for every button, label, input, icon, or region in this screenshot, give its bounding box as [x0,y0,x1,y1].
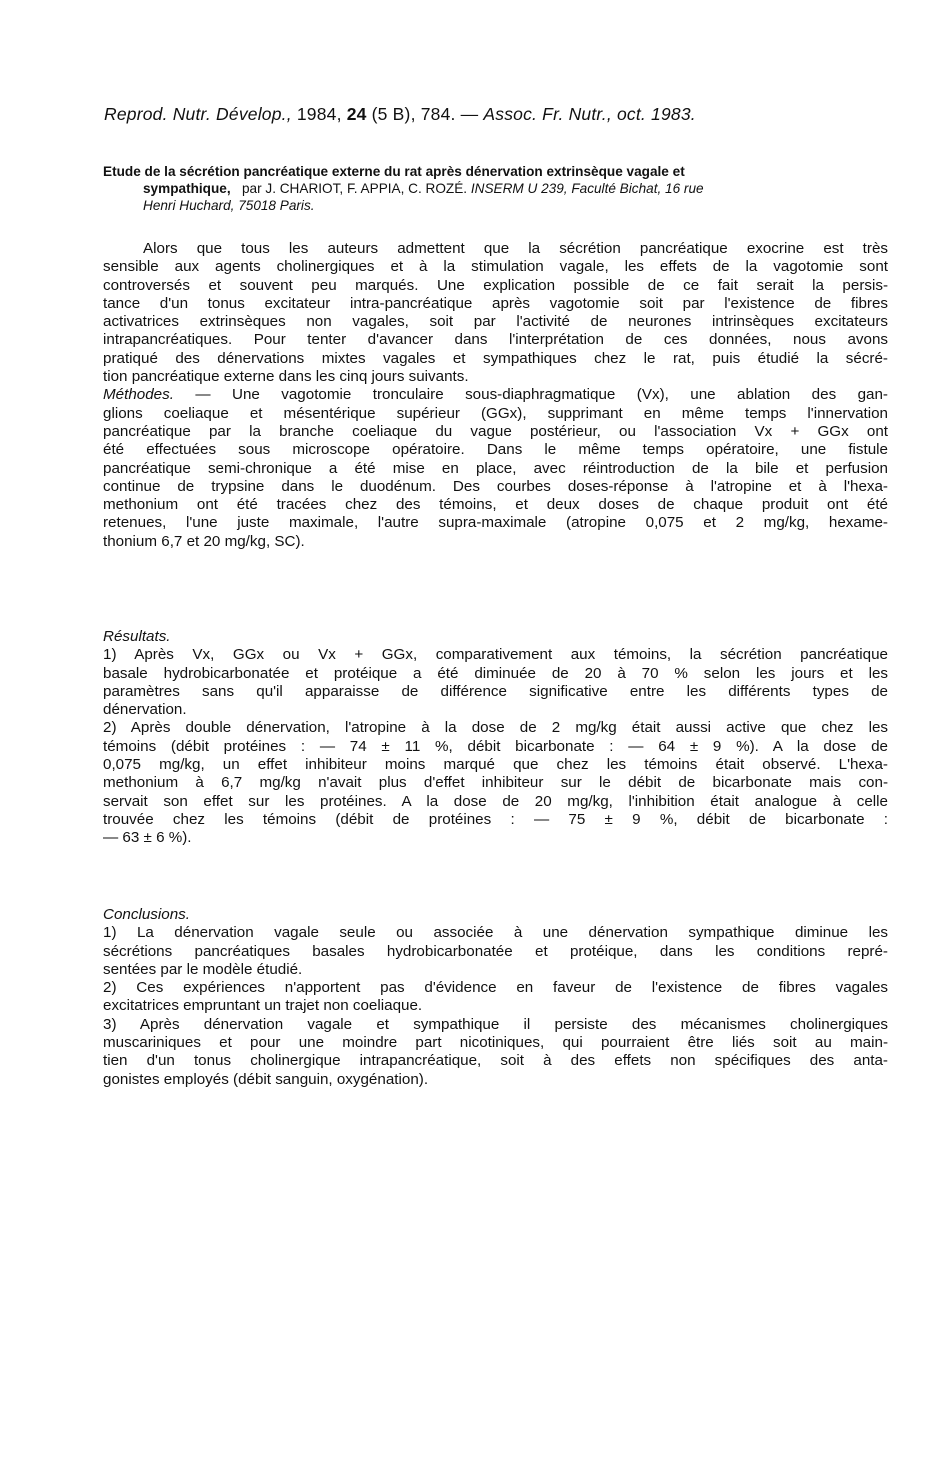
paragraph-line: glions coeliaque et mésentérique supérieur (GGx), supprimant en même temps l'innervation [103,404,888,422]
paragraph-line: Alors que tous les auteurs admettent que la sécrétion pancréatique exocrine est très [143,240,888,257]
paragraph-line: 0,075 mg/kg, un effet inhibiteur moins marqué que chez les témoins était observé. L'hexa- [103,756,888,774]
affiliation-line2: Henri Huchard, 75018 Paris. [143,198,315,213]
paragraph-line: 2) Après double dénervation, l'atropine à la dose de 2 mg/kg était aussi active que chez les [103,719,888,737]
paragraph-line: continue de trypsine dans le duodénum. Des courbes doses-réponse à l'atropine et à l'hexa- [103,477,888,495]
paragraph-line: été effectuées sous microscope opératoire. Dans le même temps opératoire, une fistule [103,441,888,459]
paragraph-line: pancréatique semi-chronique a été mise en place, avec réintroduction de la bile et perfusion [103,459,888,477]
paragraph-line: sécrétions pancréatiques basales hydrobicarbonatée et protéique, dans les conditions repré- [103,942,888,960]
journal-issue: (5 B), [371,104,416,124]
affiliation-line1: INSERM U 239, Faculté Bichat, 16 rue [470,181,704,196]
paragraph-line: methonium à 6,7 mg/kg n'avait plus d'effet inhibiteur sur le débit de bicarbonate mais con- [103,774,888,792]
paragraph-line: sentées par le modèle étudié. [103,960,303,978]
results-heading: Résultats. [103,628,171,645]
paragraph-line: 1) Après Vx, GGx ou Vx + GGx, comparativement aux témoins, la sécrétion pancréatique [103,646,888,664]
paragraph-line: intrapancréatiques. Pour tenter d'avancer dans l'interprétation de ces données, nous avons [103,331,888,349]
meeting-name: Assoc. Fr. Nutr., oct. 1983. [483,104,696,124]
results-section [103,628,888,848]
journal-year: 1984, [296,104,342,124]
journal-volume: 24 [346,104,367,124]
paragraph-line: tance d'un tonus excitateur intra-pancréatique après vagotomie soit par l'existence de fibres [103,294,888,312]
article-title-line2 [103,180,893,197]
article-title-line1: Etude de la sécrétion pancréatique externe du rat après dénervation extrinsèque vagale et [103,164,685,179]
journal-citation [104,104,696,125]
journal-name: Reprod. Nutr. Dévelop., [104,104,292,124]
paragraph-line: servait son effet sur les protéines. A la dose de 20 mg/kg, l'inhibition était analogue à celle [103,792,888,810]
paragraph-line: methonium ont été tracées chez des témoins, et deux doses de chaque produit ont été [103,496,888,514]
journal-page: 784. — [420,104,479,124]
conclusions-heading: Conclusions. [103,906,190,923]
article-title-end: sympathique, [143,181,231,196]
paragraph-line: sensible aux agents cholinergiques et à la stimulation vagale, les effets de la vagotomie sont [103,258,888,276]
paragraph-line: excitatrices empruntant un trajet non coeliaque. [103,997,423,1015]
paragraph-line: controversés et souvent peu marqués. Une explication possible de ce fait serait la persis- [103,276,888,294]
methods-line: — Une vagotomie tronculaire sous-diaphragmatique (Vx), une ablation des gan- [195,386,888,404]
paragraph-line: tion pancréatique externe dans les cinq jours suivants. [103,368,469,386]
paragraph-line: dénervation. [103,701,187,719]
paragraph-line: muscariniques et pour une moindre part nicotiniques, qui pourraient être liés soit au main- [103,1034,888,1052]
paragraph-line: pratiqué des dénervations mixtes vagales et sympathiques chez le rat, puis étudié la sécré- [103,349,888,367]
paragraph-line: 2) Ces expériences n'apportent pas d'évidence en faveur de l'existence de fibres vagales [103,979,888,997]
conclusions-section [103,906,888,1089]
paragraph-line: retenues, l'une juste maximale, l'autre supra-maximale (atropine 0,075 et 2 mg/kg, hexame- [103,514,888,532]
paragraph-line: gonistes employés (débit sanguin, oxygénation). [103,1070,429,1088]
methods-first-line [103,386,888,404]
paragraph-line: tien d'un tonus cholinergique intrapancréatique, soit à des effets non spécifiques des anta- [103,1052,888,1070]
paragraph-line: paramètres sans qu'il apparaisse de différence significative entre les différents types de [103,682,888,700]
methods-heading: Méthodes. [103,386,174,404]
paragraph-line: trouvée chez les témoins (débit de protéines : — 75 ± 9 %, débit de bicarbonate : [103,810,888,828]
paragraph-line: témoins (débit protéines : — 74 ± 11 %, débit bicarbonate : — 64 ± 9 %). A la dose de [103,737,888,755]
paragraph-line: basale hydrobicarbonatée et protéique a été diminuée de 20 à 70 % selon les jours et les [103,664,888,682]
paragraph-line: activatrices extrinsèques non vagales, soit par l'activité de neurones intrinsèques excitateurs [103,313,888,331]
article-header [103,163,893,214]
paragraph-line: pancréatique par la branche coeliaque du vague postérieur, ou l'association Vx + GGx ont [103,422,888,440]
introduction-section [103,240,888,551]
paragraph-line: 1) La dénervation vagale seule ou associée à une dénervation sympathique diminue les [103,924,888,942]
paragraph-line: 3) Après dénervation vagale et sympathique il persiste des mécanismes cholinergiques [103,1015,888,1033]
paragraph-line: — 63 ± 6 %). [103,829,192,847]
paragraph-line: thonium 6,7 et 20 mg/kg, SC). [103,532,305,550]
authors: par J. CHARIOT, F. APPIA, C. ROZÉ. [241,181,468,196]
